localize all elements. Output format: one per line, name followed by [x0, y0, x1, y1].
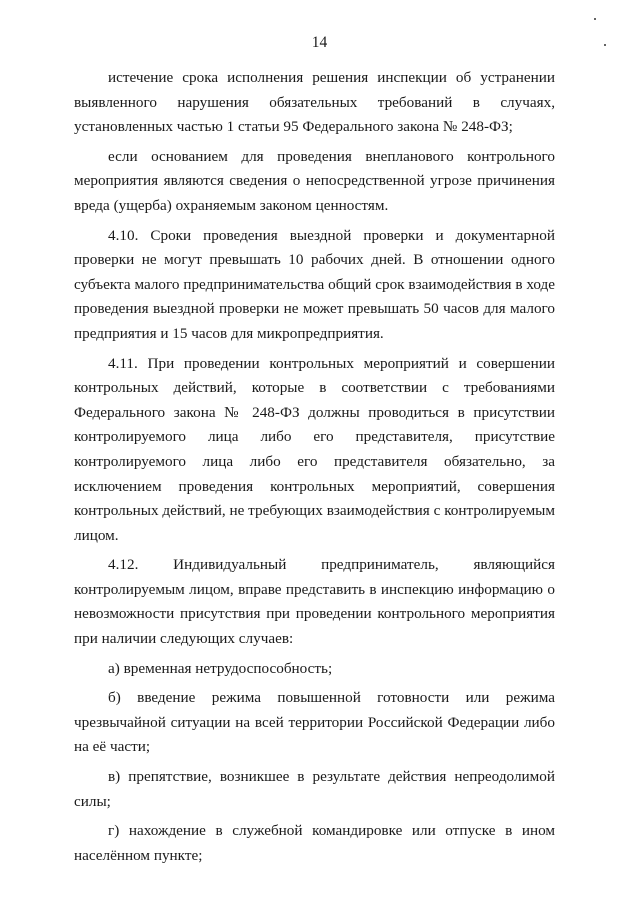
list-item-v: в) препятствие, возникшее в результате действия непреодолимой силы;	[74, 768, 555, 810]
paragraph-4-12: 4.12. Индивидуальный предприниматель, являющийся контролируемым лицом, вправе представить в инспекцию информацию о невозможности присутствия при проведении контрольного мероприятия при наличии следующих случаев:	[74, 556, 555, 648]
paragraph-4-11: 4.11. При проведении контрольных мероприятий и совершении контрольных действий, которые в соответствии с требованиями Федерального закона № 248-ФЗ должны проводиться в присутствии контролируемого лица либо его представителя, присутствие контролируемого лица либо его представителя обязательно, за исключением проведения контрольных мероприятий, совершения контрольных действий, не требующих взаимодействия с контролируемым лицом.	[74, 354, 555, 544]
list-item-a: а) временная нетрудоспособность;	[108, 659, 333, 677]
paragraph-expiration: истечение срока исполнения решения инспекции об устранении выявленного нарушения обязательных требований в случаях, установленных частью 1 статьи 95 Федерального закона № 248-ФЗ;	[74, 69, 555, 136]
list-item-b: б) введение режима повышенной готовности или режима чрезвычайной ситуации на всей территории Российской Федерации либо на её части;	[74, 689, 555, 756]
list-item-g: г) нахождение в служебной командировке или отпуске в ином населённом пункте;	[74, 822, 555, 864]
paragraph-4-10: 4.10. Сроки проведения выездной проверки и документарной проверки не могут превышать 10 рабочих дней. В отношении одного субъекта малого предпринимательства общий срок взаимодействия в ходе проведения выездной проверки не может превышать 50 часов для малого предприятия и 15 часов для микропредприятия.	[74, 226, 555, 342]
document-body	[74, 66, 555, 868]
page-number: 14	[311, 34, 328, 51]
paragraph-threat-grounds: если основанием для проведения внепланового контрольного мероприятия являются сведения о непосредственной угрозе причинения вреда (ущерба) охраняемым законом ценностям.	[74, 147, 555, 214]
scan-speck	[594, 18, 596, 20]
